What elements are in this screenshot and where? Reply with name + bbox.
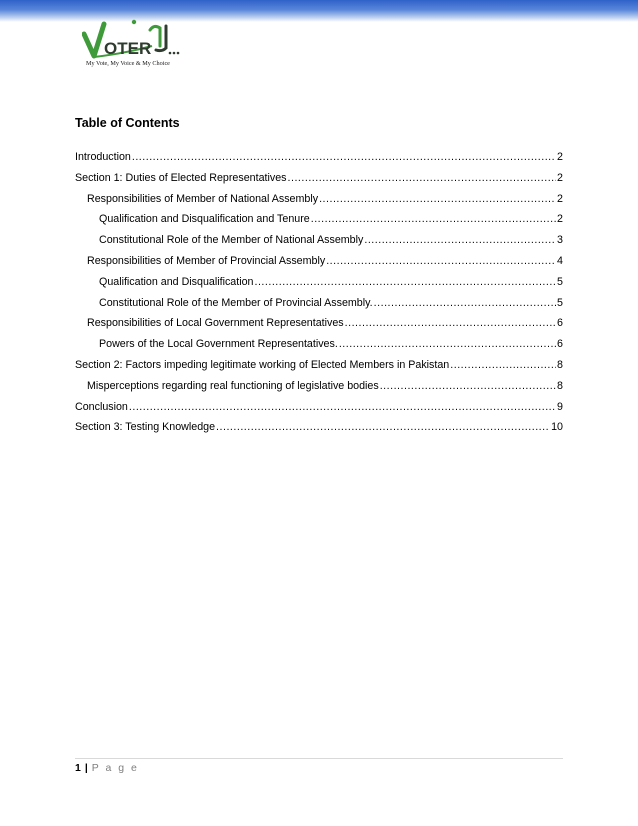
toc-entry[interactable]	[75, 400, 563, 421]
toc-dot-leader	[450, 358, 556, 372]
toc-dot-leader	[132, 150, 556, 164]
toc-dot-leader	[380, 379, 556, 393]
toc-entry-label: Conclusion	[75, 400, 128, 413]
page-footer	[75, 762, 139, 774]
toc-dot-leader	[339, 337, 556, 351]
toc-entry[interactable]	[75, 296, 563, 317]
toc-entry-label: Qualification and Disqualification	[99, 275, 254, 288]
toc-dot-leader	[364, 233, 556, 247]
toc-dot-leader	[254, 275, 556, 289]
table-of-contents	[75, 150, 563, 441]
page-label: P a g e	[91, 762, 139, 774]
logo-mark-icon	[82, 16, 182, 62]
toc-entry[interactable]	[75, 275, 563, 296]
toc-dot-leader	[345, 316, 556, 330]
toc-dot-leader	[326, 254, 556, 268]
toc-dot-leader	[311, 212, 556, 226]
toc-entry[interactable]	[75, 192, 563, 213]
footer-separator: |	[84, 762, 88, 774]
toc-entry-label: Section 2: Factors impeding legitimate working of Elected Members in Pakistan	[75, 358, 450, 371]
toc-entry-page: 2	[557, 151, 563, 163]
toc-entry-page: 5	[557, 275, 563, 288]
toc-entry-label: Responsibilities of Local Government Representatives	[87, 317, 344, 330]
toc-entry-label: Misperceptions regarding real functioning of legislative bodies	[87, 379, 379, 392]
toc-entry-label: Qualification and Disqualification and Tenure	[99, 213, 310, 226]
toc-entry-label: Responsibilities of Member of National Assembly	[87, 192, 319, 205]
toc-entry-page: 2	[557, 192, 563, 205]
toc-entry-page: 6	[557, 338, 563, 351]
toc-entry-page: 10	[551, 421, 563, 434]
toc-entry[interactable]	[75, 358, 563, 379]
toc-entry-page: 8	[557, 358, 563, 371]
toc-entry-page: 4	[557, 254, 563, 267]
toc-entry[interactable]	[75, 420, 563, 441]
toc-entry-page: 3	[557, 234, 563, 247]
toc-entry[interactable]	[75, 337, 563, 358]
toc-entry-page: 5	[557, 296, 563, 309]
page-number: 1	[75, 762, 81, 774]
toc-entry-label: Powers of the Local Government Representatives.	[99, 338, 338, 351]
toc-dot-leader	[288, 171, 557, 185]
toc-entry[interactable]	[75, 212, 563, 233]
toc-title: Table of Contents	[75, 116, 180, 130]
toc-entry[interactable]	[75, 316, 563, 337]
toc-dot-leader	[319, 192, 556, 206]
toc-entry-page: 6	[557, 317, 563, 330]
toc-entry-page: 9	[557, 400, 563, 413]
toc-entry[interactable]	[75, 150, 563, 171]
toc-entry-label: Constitutional Role of the Member of Provincial Assembly.	[99, 296, 373, 309]
logo-tagline: My Vote, My Voice & My Choice	[86, 60, 170, 67]
toc-entry-label: Section 3: Testing Knowledge	[75, 421, 216, 434]
toc-entry[interactable]	[75, 379, 563, 400]
toc-entry-page: 2	[557, 213, 563, 226]
toc-dot-leader	[374, 296, 556, 310]
toc-entry-label: Responsibilities of Member of Provincial Assembly	[87, 254, 326, 267]
toc-dot-leader	[129, 400, 556, 414]
toc-dot-leader	[216, 420, 550, 434]
logo-wordmark: OTER	[104, 39, 152, 58]
toc-entry-label: Introduction	[75, 151, 131, 163]
toc-entry-page: 8	[557, 379, 563, 392]
toc-entry[interactable]	[75, 233, 563, 254]
toc-entry[interactable]	[75, 171, 563, 192]
toc-entry-label: Section 1: Duties of Elected Representatives	[75, 171, 287, 184]
toc-entry-label: Constitutional Role of the Member of National Assembly	[99, 234, 364, 247]
footer-divider	[75, 758, 563, 759]
toc-entry[interactable]	[75, 254, 563, 275]
toc-entry-page: 2	[557, 171, 563, 184]
